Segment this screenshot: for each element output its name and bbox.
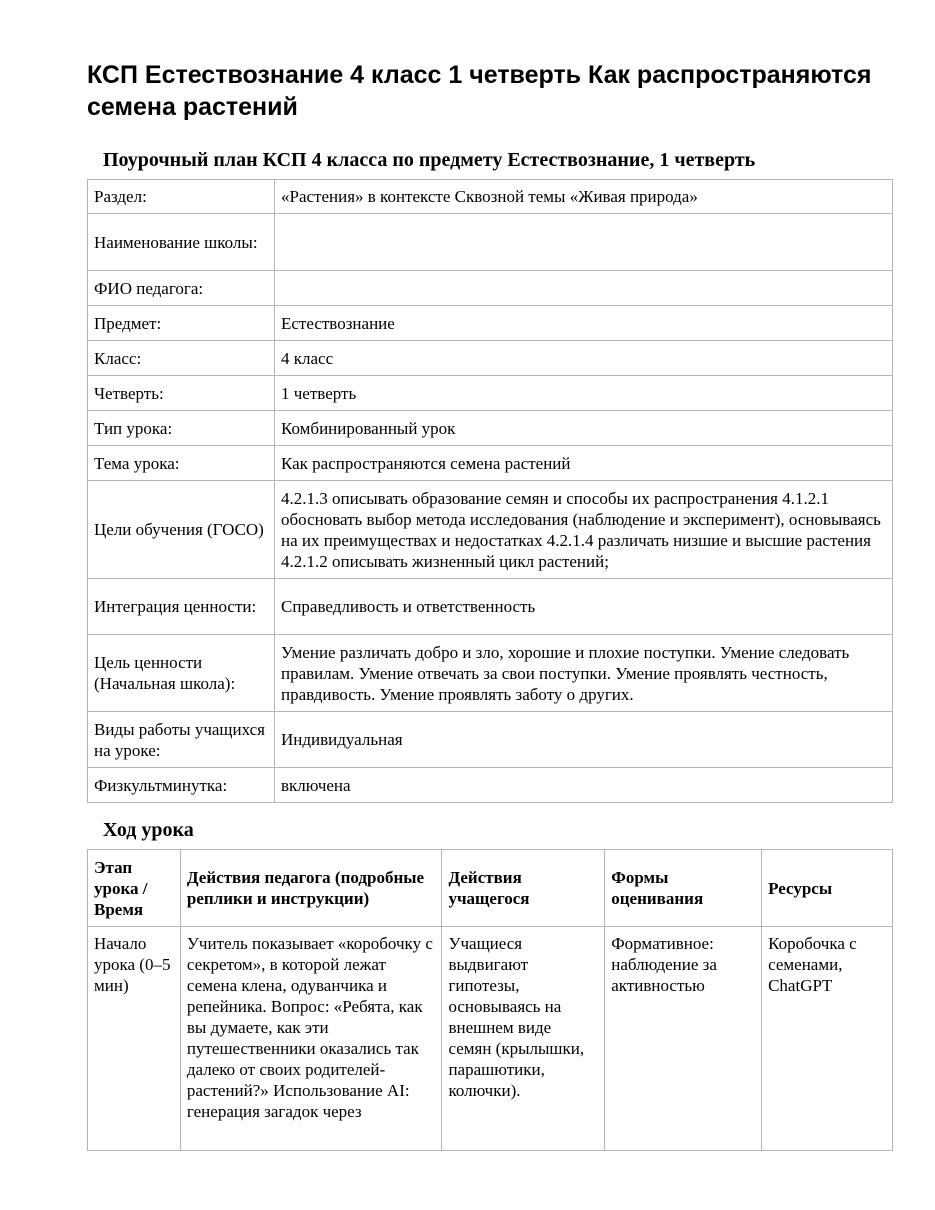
lesson-cell: Учащиеся выдвигают гипотезы, основываясь на внешнем виде семян (крылышки, парашютики, колючки). <box>442 927 605 1151</box>
info-row <box>88 180 893 214</box>
info-value: Индивидуальная <box>275 712 893 768</box>
lesson-column-header: Формы оценивания <box>605 850 762 927</box>
page-title: КСП Естествознание 4 класс 1 четверть Как распространяются семена растений <box>87 61 872 121</box>
info-key: Класс: <box>88 341 275 376</box>
lesson-cell: Учитель показывает «коробочку с секретом», в которой лежат семена клена, одуванчика и репейника. Вопрос: «Ребята, как вы думаете, как эти путешественники оказались так далеко от своих родителей-растений?» Использование AI: генерация загадок через <box>180 927 442 1151</box>
lesson-column-header: Ресурсы <box>762 850 893 927</box>
lesson-heading: Ход урока <box>103 819 194 841</box>
info-value: Умение различать добро и зло, хорошие и плохие поступки. Умение следовать правилам. Умение отвечать за свои поступки. Умение проявлять честность, правдивость. Умение проявлять заботу о других. <box>275 635 893 712</box>
plan-heading: Поурочный план КСП 4 класса по предмету Естествознание, 1 четверть <box>103 149 756 171</box>
info-value: Как распространяются семена растений <box>275 446 893 481</box>
info-row <box>88 712 893 768</box>
info-key: Тип урока: <box>88 411 275 446</box>
lesson-column-header: Этап урока / Время <box>88 850 181 927</box>
info-value: включена <box>275 768 893 803</box>
info-value: Комбинированный урок <box>275 411 893 446</box>
info-key: Интеграция ценности: <box>88 579 275 635</box>
lesson-row <box>88 927 893 1151</box>
info-value <box>275 214 893 271</box>
lesson-table <box>87 849 893 1151</box>
info-key: Четверть: <box>88 376 275 411</box>
info-row <box>88 341 893 376</box>
info-row <box>88 446 893 481</box>
info-value: 4.2.1.3 описывать образование семян и способы их распространения 4.1.2.1 обосновать выбор метода исследования (наблюдение и эксперимент), основываясь на их преимуществах и недостатках 4.2.1.4 различать низшие и высшие растения 4.2.1.2 описывать жизненный цикл растений; <box>275 481 893 579</box>
info-row <box>88 306 893 341</box>
info-value: «Растения» в контексте Сквозной темы «Живая природа» <box>275 180 893 214</box>
info-key: Наименование школы: <box>88 214 275 271</box>
info-key: Физкультминутка: <box>88 768 275 803</box>
lesson-cell: Начало урока (0–5 мин) <box>88 927 181 1151</box>
info-value <box>275 271 893 306</box>
info-row <box>88 579 893 635</box>
info-key: Предмет: <box>88 306 275 341</box>
info-key: Тема урока: <box>88 446 275 481</box>
info-value: Естествознание <box>275 306 893 341</box>
info-key: Цели обучения (ГОСО) <box>88 481 275 579</box>
info-table <box>87 179 893 803</box>
info-row <box>88 214 893 271</box>
info-key: Виды работы учащихся на уроке: <box>88 712 275 768</box>
info-value: 1 четверть <box>275 376 893 411</box>
lesson-column-header: Действия педагога (подробные реплики и инструкции) <box>180 850 442 927</box>
info-row <box>88 376 893 411</box>
lesson-column-header: Действия учащегося <box>442 850 605 927</box>
lesson-cell: Формативное: наблюдение за активностью <box>605 927 762 1151</box>
info-key: Цель ценности (Начальная школа): <box>88 635 275 712</box>
info-row <box>88 271 893 306</box>
info-value: 4 класс <box>275 341 893 376</box>
info-value: Справедливость и ответственность <box>275 579 893 635</box>
info-row <box>88 768 893 803</box>
info-row <box>88 481 893 579</box>
info-key: ФИО педагога: <box>88 271 275 306</box>
info-row <box>88 635 893 712</box>
info-key: Раздел: <box>88 180 275 214</box>
lesson-cell: Коробочка с семенами, ChatGPT <box>762 927 893 1151</box>
info-row <box>88 411 893 446</box>
